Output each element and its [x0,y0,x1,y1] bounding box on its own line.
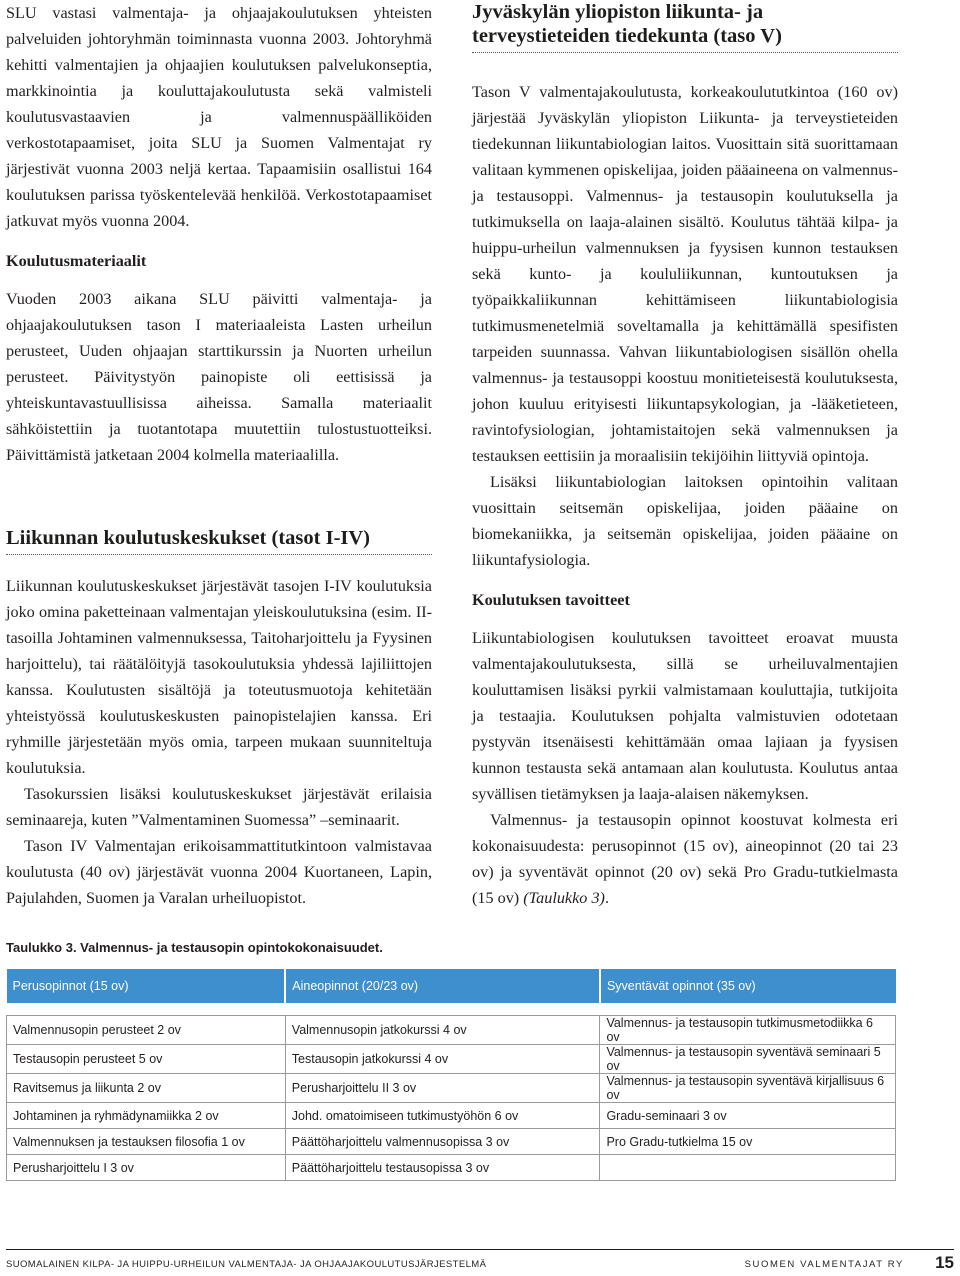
footer-publisher: SUOMEN VALMENTAJAT RY [744,1259,904,1270]
paragraph-seminars: Tasokurssien lisäksi koulutuskeskukset järjestävät erilaisia seminaareja, kuten ”Valmentaminen Suomessa” –seminaarit. [6,785,432,829]
paragraph-other-students: Lisäksi liikuntabiologian laitoksen opintoihin valitaan vuosittain seitsemän opiskelijaa, joiden pääaine on biomekaniikka, ja seitsemän opiskelijaa, joiden pääaine on liikuntafysiologia. [472,473,898,569]
table-cell: Valmennus- ja testausopin tutkimusmetodiikka 6 ov [600,1016,896,1045]
table-reference: (Taulukko 3) [523,889,605,907]
table-row [7,1129,896,1155]
table-cell: Gradu-seminaari 3 ov [600,1103,896,1129]
paragraph-training-materials: Vuoden 2003 aikana SLU päivitti valmentaja- ja ohjaajakoulutuksen tason I materiaaleista Lasten urheilun perusteet, Uuden ohjaajan starttikurssin ja Nuorten urheilun perusteet. Päivitystyön painopiste oli eettisissä ja yhteiskuntavastuullisissa aiheissa. Samalla materiaalit sähköistettiin ja tuotantotapa muutettiin tulostustuotteiksi. Päivittämistä jatketaan 2004 kolmella materiaalilla. [6,290,432,464]
table-row [7,1103,896,1129]
table-cell: Valmennusopin jatkokurssi 4 ov [285,1016,600,1045]
table-cell [600,1155,896,1181]
table-cell: Ravitsemus ja liikunta 2 ov [7,1074,286,1103]
page-number: 15 [935,1253,954,1272]
table-cell: Testausopin jatkokurssi 4 ov [285,1045,600,1074]
paragraph-level-iv: Tason IV Valmentajan erikoisammattitutkintoon valmistavaa koulutusta (40 ov) järjestävät vuonna 2004 Kuortaneen, Lapin, Pajulahden, Suomen ja Varalan urheiluopistot. [6,837,432,907]
table-cell: Pro Gradu-tutkielma 15 ov [600,1129,896,1155]
table-row [7,1045,896,1074]
paragraph-study-structure [472,807,898,911]
header-advanced-studies: Syventävät opinnot (35 ov) [600,969,896,1003]
table-cell: Perusharjoittelu II 3 ov [285,1074,600,1103]
table-cell: Perusharjoittelu I 3 ov [7,1155,286,1181]
subheading-training-goals: Koulutuksen tavoitteet [472,591,630,609]
table-cell: Valmennuksen ja testauksen filosofia 1 ov [7,1129,286,1155]
left-column [6,0,432,911]
table-row [7,1155,896,1181]
table-cell: Valmennus- ja testausopin syventävä seminaari 5 ov [600,1045,896,1074]
paragraph-level-v: Tason V valmentajakoulutusta, korkeakoulututkintoa (160 ov) järjestää Jyväskylän yliopiston Liikunta- ja terveystieteiden tiedekunnan liikuntabiologian laitos. Vuosittain sitä suorittamaan valitaan kymmenen opiskelijaa, joiden pääaineena on valmennus- ja testausoppi. Valmennus- ja testausopin koulutuksella ja tutkimuksella on laaja-alainen sisältö. Koulutus tähtää kilpa- ja huippu-urheilun valmennuksen ja fyysisen kunnon testauksen sekä kunto- ja koululiikunnan, kuntoutuksen ja työpaikkaliikunnan kehittämiseen liikuntabiologisia tutkimusmenetelmiä soveltamalla ja kehittämällä spesifisten tarpeiden suunnassa. Vahvan liikuntabiologisen sisällön ohella valmennus- ja testausoppi koostuu monitieteisestä koulutuksesta, johon kuuluu erityisesti liikuntapsykologian, ja -lääketieteen, ravintofysiologian, johtamistaitojen sekä valmennuksen ja testauksen eettisiin ja moraalisiin tekijöihin liittyviä opintoja. [472,83,898,465]
table-cell: Testausopin perusteet 5 ov [7,1045,286,1074]
table-row [7,1074,896,1103]
right-column [472,0,898,911]
paragraph-steering-group: SLU vastasi valmentaja- ja ohjaajakoulutuksen yhteisten palveluiden johtoryhmän toiminnasta vuonna 2003. Johtoryhmä kehitti valmentajien ja ohjaajien koulutuksen palvelukonseptia, markkinointia ja kouluttajakoulutusta sekä valmisteli koulutusvastaavien ja valmennuspäälliköiden verkostotapaamiset, joita SLU ja Suomen Valmentajat ry järjestivät vuonna 2003 neljä kertaa. Tapaamisiin osallistui 164 koulutuksen parissa työskentelevää henkilöä. Verkostotapaamiset jatkuvat myös vuonna 2004. [6,4,432,230]
table-row [7,1016,896,1045]
footer-publication-title: SUOMALAINEN KILPA- JA HUIPPU-URHEILUN VALMENTAJA- JA OHJAAJAKOULUTUSJÄRJESTELMÄ [6,1259,487,1270]
study-structure-text: Valmennus- ja testausopin opinnot koostuvat kolmesta eri kokonaisuudesta: perusopinnot (15 ov), aineopinnot (20 tai 23 ov) ja syventävät opinnot (20 ov) sekä Pro Gradu-tutkielmasta (15 ov) [472,811,898,907]
table-cell: Johtaminen ja ryhmädynamiikka 2 ov [7,1103,286,1129]
table-cell: Päättöharjoittelu testausopissa 3 ov [285,1155,600,1181]
paragraph-training-goals: Liikuntabiologisen koulutuksen tavoitteet eroavat muusta valmentajakoulutuksesta, sillä se urheiluvalmentajien kouluttamisen lisäksi pyrkii valmistamaan kouluttajia, tutkijoita ja testaajia. Koulutuksen pohjalta valmistuvien odotetaan pystyvän itsenäisesti kehittämään omaa lajiaan ja fyysisen kunnon testausta sekä antamaan alan koulutusta. Koulutus antaa syvällisen tietämyksen ja laaja-alaisen näkemyksen. [472,629,898,803]
table-header-row [7,969,896,1003]
table-cell: Valmennus- ja testausopin syventävä kirjallisuus 6 ov [600,1074,896,1103]
header-basic-studies: Perusopinnot (15 ov) [7,969,286,1003]
table-cell: Johd. omatoimiseen tutkimustyöhön 6 ov [285,1103,600,1129]
table-cell: Valmennusopin perusteet 2 ov [7,1016,286,1045]
study-structure-end: . [604,889,609,907]
table-caption: Taulukko 3. Valmennus- ja testausopin opintokokonaisuudet. [6,940,383,955]
subheading-training-materials: Koulutusmateriaalit [6,252,147,270]
paragraph-training-centres: Liikunnan koulutuskeskukset järjestävät tasojen I-IV koulutuksia joko omina paketteinaan valmentajan yleiskoulutuksina (esim. II-tasoilla Johtaminen valmennuksessa, Taitoharjoittelu ja Fyysinen harjoittelu), tai räätälöityjä tasokoulutuksia yhdessä lajiliittojen kanssa. Koulutusten sisältöjä ja toteutusmuotoja kehitetään yhteistyössä koulutuskeskusten painopistelajien kanssa. Eri ryhmille järjestetään myös omia, tarpeen mukaan suunniteltuja koulutuksia. [6,577,432,777]
footer-divider [6,1249,954,1250]
section-title-training-centres: Liikunnan koulutuskeskukset (tasot I-IV) [6,526,432,555]
study-modules-table [6,969,896,1181]
header-intermediate-studies: Aineopinnot (20/23 ov) [285,969,600,1003]
section-title-jyvaskyla: Jyväskylän yliopiston liikunta- ja terveystieteiden tiedekunta (taso V) [472,0,898,53]
table-cell: Päättöharjoittelu valmennusopissa 3 ov [285,1129,600,1155]
